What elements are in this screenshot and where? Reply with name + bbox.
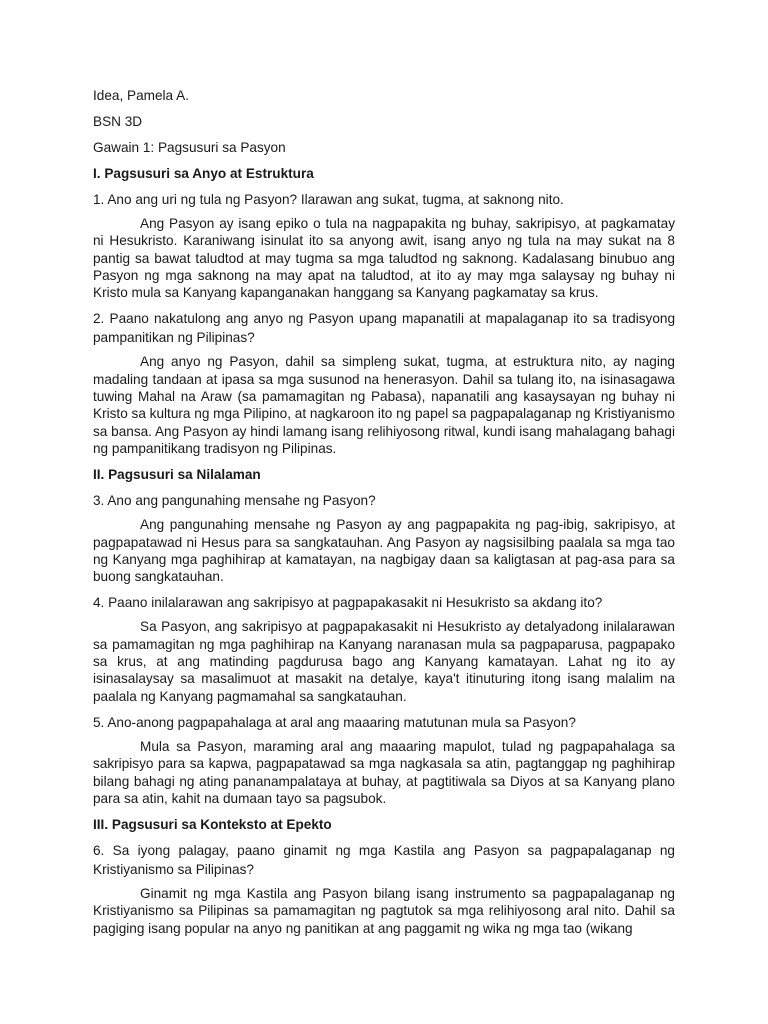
answer-1: Ang Pasyon ay isang epiko o tula na nagpapakita ng buhay, sakripisyo, at pagkamatay ni Hesukristo. Karaniwang isinulat ito sa anyong awit, isang anyo ng tula na may sukat na 8 pantig sa bawat taludtod at may tugma sa mga taludtod ng saknong. Kadalasang binubuo ang Pasyon ng mga saknong na may apat na taludtod, at ito ay may mga salaysay ng buhay ni Kristo mula sa Kanyang kapanganakan hanggang sa Kanyang pagkamatay sa krus. — [93, 216, 675, 301]
question-3: 3. Ano ang pangunahing mensahe ng Pasyon? — [93, 493, 376, 509]
answer-6: Ginamit ng mga Kastila ang Pasyon bilang isang instrumento sa pagpapalaganap ng Kristiyanismo sa Pilipinas sa pamamagitan ng pagtutok sa mga relihiyosong aral nito. Dahil sa pagiging isang popular na anyo ng panitikan at ang paggamit ng wika ng mga tao (wikang — [93, 886, 675, 936]
activity-title: Gawain 1: Pagsusuri sa Pasyon — [93, 140, 286, 155]
question-2: 2. Paano nakatulong ang anyo ng Pasyon upang mapanatili at mapalaganap ito sa tradisyong pampanitikan ng Pilipinas? — [93, 311, 675, 346]
answer-3: Ang pangunahing mensahe ng Pasyon ay ang pagpapakita ng pag-ibig, sakripisyo, at pagpapatawad ni Hesus para sa sangkatauhan. Ang Pasyon ay nagsisilbing paalala sa mga tao ng Kanyang mga paghihirap at kamatayan, na nagbigay daan sa kaligtasan at pag-asa para sa buong sangkatauhan. — [93, 517, 675, 585]
question-1: 1. Ano ang uri ng tula ng Pasyon? Ilarawan ang sukat, tugma, at saknong nito. — [93, 192, 564, 207]
answer-2: Ang anyo ng Pasyon, dahil sa simpleng sukat, tugma, at estruktura nito, ay naging madaling tandaan at ipasa sa mga susunod na henerasyon. Dahil sa tulang ito, na isinasagawa tuwing Mahal na Araw (sa pamamagitan ng Pabasa), napanatili ang kasaysayan ng buhay ni Kristo sa kultura ng mga Pilipino, at nagkaroon ito ng papel sa pagpapalaganap ng Kristiyanismo sa bansa. Ang Pasyon ay hindi lamang isang relihiyosong ritwal, kundi isang mahalagang bahagi ng pampanitikang tradisyon ng Pilipinas. — [93, 354, 675, 456]
question-4: 4. Paano inilalarawan ang sakripisyo at pagpapakasakit ni Hesukristo sa akdang ito? — [93, 595, 603, 611]
student-name: Idea, Pamela A. — [93, 88, 189, 103]
section-heading-form: I. Pagsusuri sa Anyo at Estruktura — [93, 166, 314, 181]
answer-4: Sa Pasyon, ang sakripisyo at pagpapakasakit ni Hesukristo ay detalyadong inilalarawan sa pamamagitan ng mga paghihirap na Kanyang naranasan mula sa pagpaparusa, pagpapako sa krus, at ang matinding pagdurusa bago ang Kanyang kamatayan. Lahat ng ito ay isinasalaysay sa masalimuot at masakit na detalye, kaya't itinuturing itong isang malalim na paalala ng Kanyang pagmamahal sa sangkatauhan. — [93, 619, 675, 704]
document-page — [93, 86, 675, 945]
student-section: BSN 3D — [93, 114, 143, 129]
section-heading-content: II. Pagsusuri sa Nilalaman — [93, 467, 261, 483]
question-6: 6. Sa iyong palagay, paano ginamit ng mga Kastila ang Pasyon sa pagpapalaganap ng Kristiyanismo sa Pilipinas? — [93, 843, 675, 878]
section-heading-context: III. Pagsusuri sa Konteksto at Epekto — [93, 817, 332, 833]
question-5: 5. Ano-anong pagpapahalaga at aral ang maaaring matutunan mula sa Pasyon? — [93, 714, 576, 730]
answer-5: Mula sa Pasyon, maraming aral ang maaaring mapulot, tulad ng pagpapahalaga sa sakripisyo para sa kapwa, pagpapatawad sa mga nagkasala sa atin, pagtanggap ng paghihirap bilang bahagi ng ating pananampalataya at buhay, at pagtitiwala sa Diyos at sa Kanyang plano para sa atin, kahit na dumaan tayo sa pagsubok. — [93, 738, 675, 806]
